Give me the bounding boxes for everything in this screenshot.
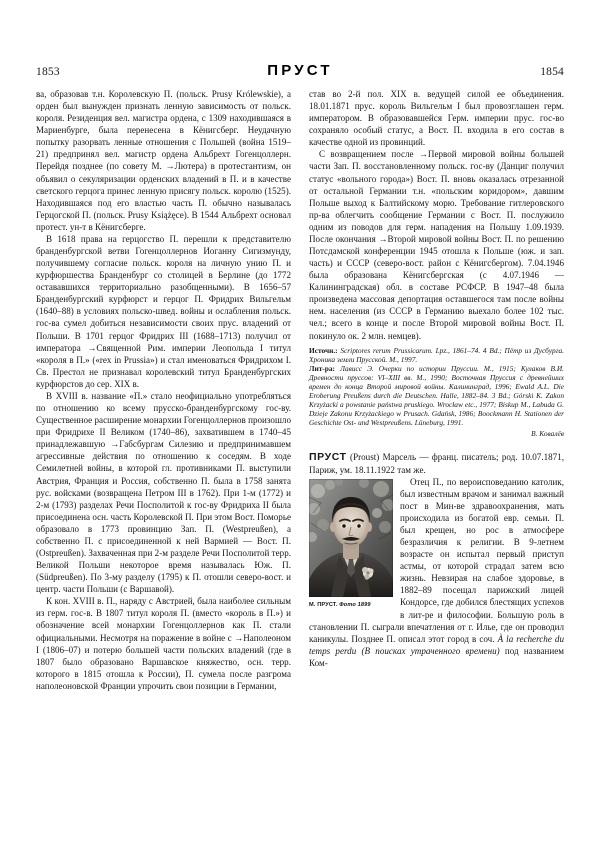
sources-block — [309, 346, 564, 364]
caption-detail: Фото 1899 — [339, 601, 371, 608]
photo-image — [309, 479, 393, 597]
paragraph: В 1618 права на герцогство П. перешли к представителю бранденбургской ветви Гогенцоллернов Иоганну Сигизмунду, получившему согласие польск. короля на личную унию П. и курфюршества Бранденбург со столицей в Берлине (до 1772 остававшихся территориально разобщенными). В 1656–57 Бранденбургский курфюрст и герцог П. Фридрих Вильгельм (1640–88) в условиях польско-швед. войны и ослабления польск. гос-ва сумел добиться независимости своих прус. владений от Польши. В 1701 герцог Фридрих III (1688–1713) получил от императора →Священной Рим. империи Леопольда I титул «короля в П.» («rex in Prussia») и стал именоваться Фридрихом I. Св. Престол не признавал королевский титул Бранденбургских курфюрстов до сер. XIX в. — [36, 233, 291, 389]
literature-block — [309, 364, 564, 428]
paragraph: В XVIII в. название «П.» стало неофициально употребляться по отношению ко всему прусско-бранденбургскому гос-ву. Существенное расширение монархии Гогенцоллернов произошло при Фридрихе II Великом (1740–86), захватившем в 1740–45 принадлежавшую →Габсбургам Силезию и предпринимавшем агрессивные действия по отношению к соседям. В ходе Семилетней войны, в которой гл. противниками П. выступили Австрия, Франция и Россия, собственно П. была в 1758 занята рус. войсками (возвращена Петром III в 1762). При 1-м (1772) и 2-м (1793) разделах Речи Посполитой к гос-ву Фридриха II была присоединена осн. часть Королевской П. При этом Вост. Поморье образовало в 1773 провинцию Зап. П. (Westpreußen), а собственно П. с присоединенной к ней Вармией — Вост. П. (Ostpreußen). Захваченная при 2-м разделе Речи Посполитой терр. Великой Польши некоторое время называлась Юж. П. (Südpreußen). По 3-му разделу (1795) к П. отошли северо-вост. и центр. части Польши (с Варшавой). — [36, 390, 291, 595]
sources-label: Источн.: — [309, 345, 338, 355]
entry-body-text-2: под названием Ком- — [309, 645, 564, 668]
caption-name: М. ПРУСТ. — [309, 601, 340, 608]
page-content — [36, 62, 564, 692]
entry-spacer — [309, 438, 564, 451]
left-column — [36, 88, 291, 692]
figure-proust-photo — [309, 479, 393, 609]
entry-body-title: À la recherche du temps perdu (В поисках утраченного времени) — [309, 633, 564, 656]
literature-label: Лит-ра: — [309, 363, 335, 373]
page-title: ПРУСТ — [267, 62, 333, 79]
entry-body-text-1: Отец П., по вероисповеданию католик, был известным врачом и занимал важный пост в Мин-ве здравоохранения, мать происходила из богатой евр. семьи. П. был крещен, но рос в атмосфере безразличия к религии. В 9-летнем возрасте он испытал первый приступ астмы, от которой страдал затем всю жизнь. Невзирая на слабое здоровье, в 1882–89 посещал парижский лицей Кондорсе, где добился блестящих успехов в лит-ре и философии. Большую роль в становлении П. сыграли впечатления от г. Илье, где он проводил каникулы. Позднее П. описал этот город в соч. — [309, 476, 564, 644]
literature-text: Лависс Э. Очерки по истории Пруссии. М., 1915; Кулаков В.И. Древности пруссов: VI–XIII вв. М., 1990; Восточная Пруссия с древнейших времен до конца Второй мировой войны. Калининград, 1996; Ewald A.L. Die Eroberung Preußens durch die Deutschen. Halle, 1882–84. 3 Bd.; Górski K. Zakon Krzyżacki a powstanie państwa pruskiego. Wrocław etc., 1977; Biskup M., Labuda G. Dzieje Zakonu Krzyżackiego w Prusach. Gdańsk, 1986; Boockmann H. Stationen der Geschichte Ost- und Westpreußens. Lüneburg, 1991. — [309, 363, 564, 428]
paragraph: К кон. XVIII в. П., наряду с Австрией, была наиболее сильным из герм. гос-в. В 1807 титул короля П. (вместо «король в П.») и обозначение всей монархии Гогенцоллернов как П. стали официальными. Несмотря на поражение в войне с →Наполеоном I (1806–07) и потерю большей части польских владений (где в 1807 было образовано Варшавское княжество, осн. терр. которого в 1815 отошла к России), П. сумела после разгрома наполеоновской Франции упрочить свои позиции в Германии, — [36, 596, 291, 691]
column-container — [36, 88, 564, 692]
entry-lead: (Proust) Марсель — франц. писатель; род. 10.07.1871, Париж, ум. 18.11.1922 там же. — [309, 452, 564, 475]
entry-headword: ПРУСТ — [309, 451, 347, 464]
article-signature: В. Ковалёв — [531, 429, 564, 439]
sources-text: Scriptores rerum Prussicarum. Lpz., 1861–74. 4 Bd.; Пётр из Дусбурга. Хроника земли Прусской. М., 1997. — [309, 345, 564, 364]
running-head — [36, 62, 564, 79]
paragraph: ва, образовав т.н. Королевскую П. (польск. Prusy Królewskie), а орден был вынужден признать ленную зависимость от польск. короля. Резиденция вел. магистра ордена, с 1309 находившаяся в Мариенбурге, была перенесена в Кёнигсберг. Неудачную попытку разорвать ленные отношения с Польшей (война 1519–21) предпринял вел. магистр ордена Альбрехт Гогенцоллерн. Перейдя позднее (по совету М. →Лютера) в протестантизм, он объявил о секуляризации орденских владений в П. и в качестве светского герцога принес ленную присягу польск. королю (1525). Находившаяся под его властью часть П. обычно называлась Герцогской П. (польск. Prusy Książęce). В 1544 Альбрехт основал протест. ун-т в Кёнигсберге. — [36, 89, 291, 232]
folio-left: 1853 — [36, 66, 60, 78]
paragraph: С возвращением после →Первой мировой войны большей части Зап. П. восстановленному польск. гос-ву (Данциг получил статус «вольного города») Вост. П. вновь оказалась отрезанной от остальной Германии т.н. «польским коридором», давшим Польше выход к Балтийскому морю. Требование гитлеровского пр-ва облегчить сообщение Германии с Вост. П. послужило одним из поводов для герм. нападения на Польшу 1.09.1939. После окончания →Второй мировой войны Вост. П. по решению Потсдамской конференции 1945 отошла к Польше (юж. и зап. часть) и СССР (северо-вост. район с Кёнигсбергом). 7.04.1946 была образована Кёнигсбергская (с 4.07.1946 — Калининградская) обл. в составе РСФСР. В 1947–48 была произведена массовая депортация оставшегося там после войны нем. населения (из СССР в Германию выехало более 102 тыс. чел.; всего в конце и после Второй мировой войны Вост. П. покинуло ок. 2 млн. немцев). — [309, 149, 564, 341]
folio-right: 1854 — [540, 66, 564, 78]
entry-proust — [309, 451, 564, 475]
entry-body — [309, 476, 564, 669]
right-column — [309, 88, 564, 692]
paragraph: став во 2-й пол. XIX в. ведущей силой ее объединения. 18.01.1871 прус. король Вильгельм I был провозглашен герм. императором. В образовавшейся Герм. империи прус. гос-во сохраняло особый статус, а Вост. П. входила в его состав в качестве одной из провинций. — [309, 89, 564, 148]
figure-caption — [309, 602, 371, 608]
